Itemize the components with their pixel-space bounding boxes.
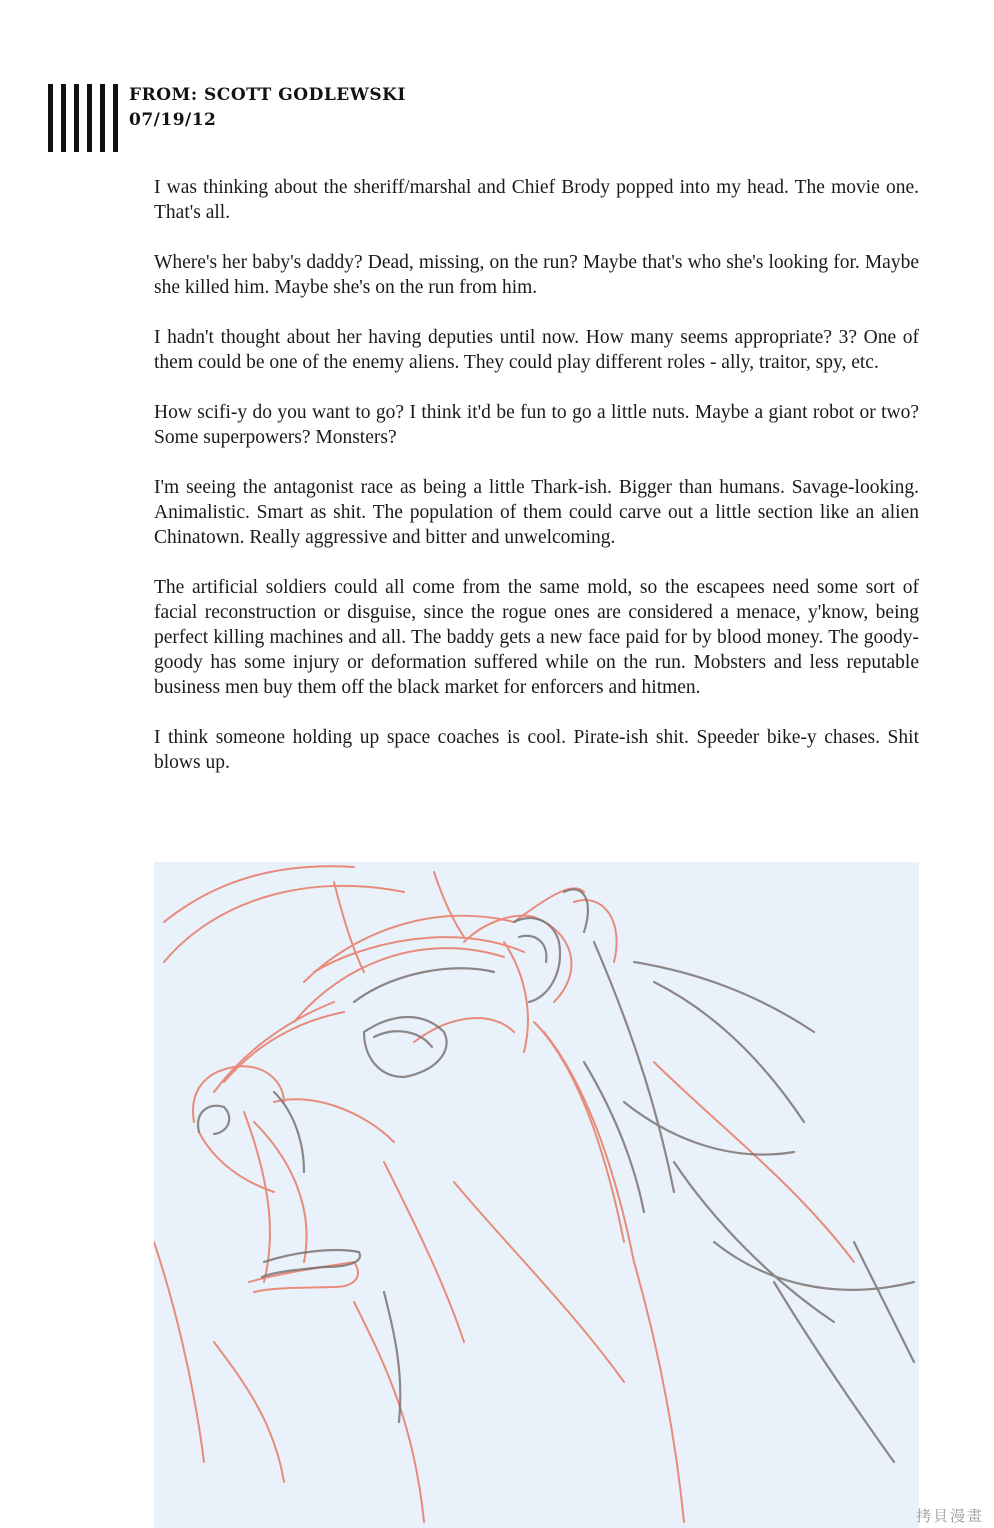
letter-header [129,83,406,133]
paragraph: I'm seeing the antagonist race as being a little Thark-ish. Bigger than humans. Savage-looking. Animalistic. Smart as shit. The population of them could carve out a little section like an alien Chinatown. Really aggressive and bitter and unwelcoming. [154,477,919,548]
date-line: 07/19/12 [129,110,217,130]
letter-body [154,175,919,800]
paragraph: I was thinking about the sheriff/marshal and Chief Brody popped into my head. The movie one. That's all. [154,177,919,223]
paragraph: The artificial soldiers could all come from the same mold, so the escapees need some sort of facial reconstruction or disguise, since the rogue ones are considered a menace, y'know, being perfect killing machines and all. The baddy gets a new face paid for by blood money. The goody-goody has some injury or deformation suffered while on the run. Mobsters and less reputable business men buy them off the black market for enforcers and hitmen. [154,577,919,698]
paragraph: Where's her baby's daddy? Dead, missing, on the run? Maybe that's who she's looking for. Maybe she killed him. Maybe she's on the run from him. [154,252,919,298]
from-line: FROM: SCOTT GODLEWSKI [129,85,406,105]
paragraph: How scifi-y do you want to go? I think it'd be fun to go a little nuts. Maybe a giant robot or two? Some superpowers? Monsters? [154,402,919,448]
paragraph: I think someone holding up space coaches is cool. Pirate-ish shit. Speeder bike-y chases. Shit blows up. [154,727,919,773]
creature-sketch-illustration [154,862,919,1528]
red-pencil-lines [154,866,854,1522]
paragraph: I hadn't thought about her having deputies until now. How many seems appropriate? 3? One of them could be one of the enemy aliens. They could play different roles - ally, traitor, spy, etc. [154,327,919,373]
graphite-pencil-lines [198,889,914,1462]
watermark: 拷貝漫畫 [915,1507,984,1525]
tally-marks-logo [48,84,118,152]
